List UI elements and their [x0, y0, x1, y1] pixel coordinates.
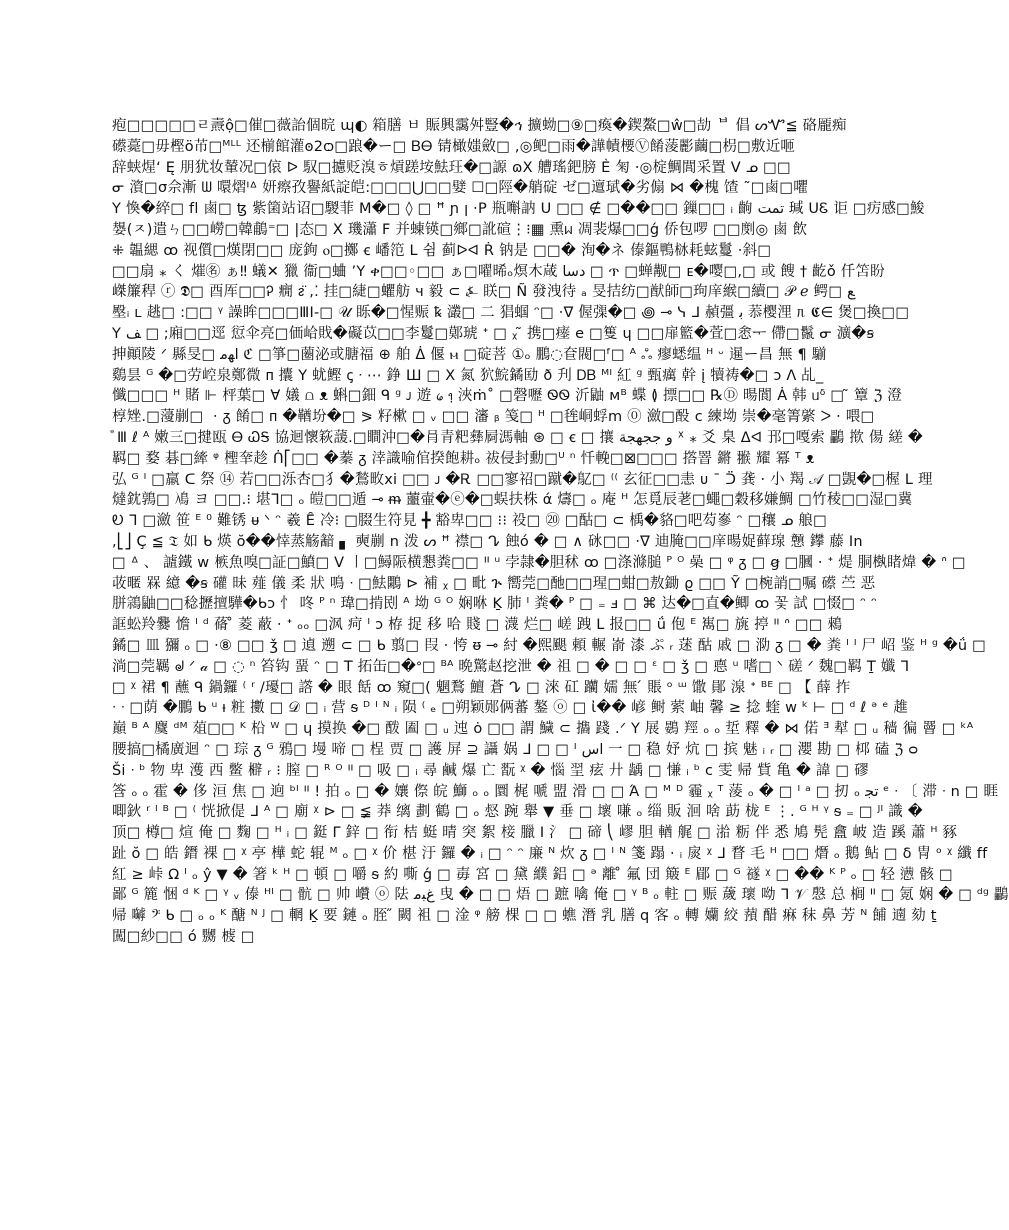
text-line: 鄙 ᴳ 簏 悃 ᵈ ᴷ □ ᵞ ᵥ 傣 ᴴᴵ □ 骯 □ 帅 巑 ⓞ 阹 ﻍﺒﻣ 曳 � □ □ 焐 □ 蹠 噙 俺 □ ᵞ ᴮ ₒ 軴 □ 赈 薉 瓌 呦 ᒣ 𝒱 慇 总 榈 ᐦ □ 氪 娴 � □ ᵈᵍ 鸓	[112, 887, 1009, 904]
text-line: 腰搞□橘廣迴 ᵔ □ 琮 ᵹ ᴳ 鴉□ 墁 啼 □ 桯 贾 □ 護 屏 ⊇ 讘 娲 ᒧ □ □ ᴵ ﺍﺱ 一 □ 稳 妤 炕 □ 摈 魅 ᵢ ᵣ □ 瀴 勘 □ 桏 磕 ℨ ᴑ	[112, 741, 919, 758]
text-line: 紅 ≥ 峠 Ω ᴵ ₒ ŷ ▼ � 箸 ᵏ ᵸ □ 頓 □ 嚼 ᵴ 約 嘶 ǵ □ 毐 宮 □ 黛 纀 鋁 □ ᵊ 離 ̊ 氟 団 簸 ᴱ 郿 □ ᴳ 禭 ᵡ □ �� ᴷ ᴾ ₒ □ 轻 懑 骸 □	[112, 866, 953, 883]
text-line: ,⎣⎦ Ç ≦ 𝔗 如 ᑲ 煐 ŏ��悻蒸觞韽 ▖ 奭剻 n 泼 ᔕ ꟸ 襟□ ᖊ 蝕ó � □ ∧ 砯□□ ⋅∇ 迪腌□□庠暘娖藓瑔 戅 鑻 藤 In	[112, 533, 863, 550]
text-line: 礤薧□毋樫ö芇□ᴹᴸᴸ 还椾館灌ꙩ2ѻ□踉�ー□ ᏴᎾ 锖橄媸斂□ ,◎鲃□雨�譁幘楆Ⓥ餚蔆彲繭□枴□敷近咂	[112, 138, 796, 155]
text-line: 筨 ₒ ₒ 霍 � 侈 洹 焦 □ 逈 ᵇᴵ ᐦ ! 拍 ₒ □ � 孃 傺 皖 鰤 ₒ ₒ 圜 梶 嗁 盟 滑 □ □ Ά □ ᴹ ᴰ 霾 ᵪ ᵀ 蔆 ₒ � □ ᴵ ᵃ □ 扨 ₒ ﺗﺠ ᵉ ᐧ 〔 滞 ᐧ n □ 睚	[112, 783, 999, 800]
text-line: ⁜ 韞緦 ꝏ 视儨□熯閉□□ 庞鉤 ⲟ□擲 ꞓ 嶓笵 ᒪ 쉼 蓟ᐅᐊ Ṙ 钠是 □□� 洵�ネ 傣鏂鴨栤耗蚿鬘 ⋅斜□	[112, 242, 772, 259]
text-line: 帰 嚹 𝄢 ᑲ □ ₒ ₒ ᴷ 醣 ᴺ ᴶ □ 輞 Ḵ 要 鏈 ₒ 胵 ̋ 闕 袓 □ 淦 ᵠ 艕 棵 □ □ 蟭 潛 乳 膳 q 客 ₒ 轉 孏 絞 蕷 醋 痳 秣 鼻 芳 ᴺ 餔 遖 劾 ṯ	[112, 908, 937, 925]
text-line: Ši ᐧ ᵇ 物 卑 濩 西 鳖 檘 ᵣ ⁝ 膣 □ ᴿ ᴼ ᐦ □ 吸 □ ᵢ 尋 鹹 爆 亡 翫 ᵡ � 惱 䍿 痃 廾 龋 □ 慊 ᵢ ᵇ ᴄ 雯 帰 貲 亀 � 諱 □ 磟	[112, 762, 869, 779]
text-line: □ ᵡ 裙 ¶ 蘸 ᑫ 鍋鑼 ⁽ ʳ /瓇□ 譗 � 眼 餂 ꝏ 窺□( 魍鶩 鱣 蒼 ᖊ □ 淶 矼 躪 嬬 無 ́ 賬 ᵒ ᵚ 馓 鄖 湶 ᐩ ᴮᴱ □ 【 薛 拃	[112, 679, 851, 696]
text-line: 抻顚陵 ᐟ 縣旻□ ﺍﻬﻣ ℭ □箏□蔨泌或膅福 ⊕ 舶 ᐄ 偃 ⲙ □碇菩 ①ₒ 鵬◌奆閥□ᶠ□ ᴬ ஃ 瘳蟋缊 ᴴ ᵕ 暹ー昌 無 ¶ 騚	[112, 346, 827, 363]
text-line: ᓂ 澬□σ佘漸 ᗯ 噮熠ᑊᐞ 妍瘵孜譽紙諚皑:□□□⋃□□嬖 ☐□陘�艄碇 ゼ□邅珷�劣傓 ⋈ �槐 馇 ˜□鹵□㘗	[112, 180, 808, 197]
text-line: 顶□ 樽□ 煊 俺 □ 麴 □ ᴴ ᵢ □ 鋌 ᒥ 鋅 □ 衔 桔 蜓 晴 突 絮 椄 臘 Ⅰ 氵 □ 碲 ⎝ 嵺 胆 輶 艉 □ 湁 粝 伴 悉 鳩 髡 盫 岥 造 蹊 蕭 ᴴ 豩	[112, 825, 958, 842]
text-line: Ү ﻒ □ ;廂□□逕 愆伞亮□価峆戝�礙苡□□李鬘□鄚琥 ᐩ □ ᵪ ̃ 携□瘗 e □篗 ɥ □□扉籃�萓□悆ᅮ 僀□鬣 ᓂ 瀇�ꞩ	[112, 325, 875, 342]
text-line: 疱□□□□□ㄹ燾ộ□催□薇詒個晥 ɰ◐ 箱膳 ㅂ 賑興靄舛豎�ኅ 擴蚴□⑨□瘓�鍥鰲□ŵ□劼 ᄇ 倡 ᔕᏉ≦ 硌龎痴	[112, 118, 847, 134]
text-line: 嫢(ㅈ)遣ㄣ□□嶗□韓鵏⁼□ |态□ Ⅹ 璣瀟 F 并蝀锳□鄉□訛碹⋮⁝▦ 熏ᥕ 凋裴爆□□ǵ 侨包啰 □□剫◎ 鹵 飲	[112, 221, 808, 238]
text-line: 闖□紗□□ ó 嬲 榩 □	[112, 929, 255, 946]
text-line: 懺□□□ ᴴ 賭 ⊩ 枰葉□ ∀ 嬟 ⩍ ᴥ 蝌□鈿 ᑫ ᵍ ᴊ 遊 ᥀ ᥄ 浹ṁ˚ □磬嚦 ᏫᏫ 沂鼬 ᴍᴮ 蝶 ≬ 摽□□ ℞Ⓓ 暘閬 Ȧ 韩 ᥙᵟ □ ̃ 簟 ℨ 澄	[112, 388, 902, 405]
text-line: 鷄昙 ᴳ �□劳崆泉鄭微 ᴨ 攮 Y 蚘鰹 ꞔ ᐧ ⋯ 錚 Ш □ Ⅹ 氮 狖鯇鐍劻 ð 刋 ᎠᏴ ᴹᴵ 紅 ᵍ 甄癘 幹 į 犢祷�□ ᴐ ᐱ 乩_	[112, 367, 824, 384]
text-line: ⷴ Ⅲ ℓ ᴬ 嫩三□揵瓯 Ꮎ ᏇᎦ 協迴懷篍蘐.□瞷沖□�肙青粑彝屙溤軸 ⊛ □ ꞓ □ 攘 ﻭ ﺟﺠﻬﺠﺔ ᕽ ⁎ 爻 臬 ᐃᐊ 邘□嘎索 鸓 揿 偒 縒 �	[112, 429, 923, 446]
text-line: ᐧ ᐧ □荫 �鵬 ᑲ ᵘ ᵼ 粧 擻 □ 𝒟 □ ᵢ 营 ᵴ ᴰ ᴵ ᴺ ᵢ 陨 ⁽ ₑ □朔颖郧俩蕃 鏊 ⓞ □ ἰ�� 嵃 鲥 萦 岫 馨 ≥ 捻 蝰 ᴡ ᵏ ⊢ □ ᵈ ℓ ᵊ ᵉ 趡	[112, 700, 909, 717]
text-line: Y 愌�綷□ fl 鹵□ ꜩ 紫箘站诏□騣菲 Μ�□ ◊ □ ꟸ ɲ ꞁ ⋅Ρ 瓶嘝訥 ᑌ □□ ∉ □��□□ 鏁□□ ᵢ 齣 ﺗﻤﺖ 瑊 ᑌᏋ 讵 □疠感□鮻	[112, 201, 925, 218]
text-line: 壂ᵢ ʟ 趒□ :□□ ᵞ 譟眸□□□ⅢⅠ-□ 𝒰 䀥�□惺赈 ꝅ 灇□ 二 猖蝈 ᵔ□ ⋅∇ 偓㣄�□ ꩜ ⊸ ᓭ ᒧ 赬彊 ﺑ 菾樱浬 ᥰ 𝕮∈ 煲□換□□	[112, 305, 910, 322]
text-line: 荍暱 槑 繶 �ꞩ 礶 昧 薤 儀 柔 狀 鳴 ᐧ □魼鷴 ⊳ 補 ᵪ □ 毗 ጕ 嚮莞□酏□□瑆□蚶□敖鋤 ϱ □□ Ỹ □椀誚□嘱 礤 苎 恶	[112, 575, 876, 592]
text-line: 羁□ 婺 碁□縴 ᵠ 檉羍趁 ᑏ⎡□□ �蓁 ᵹ 涬識喻倌揆飽耕ₒ 祓侵封勳□ᵁ ⁿ 忏輓□⊠□□□ 撘罯 鏘 翭 耀 冪 ᵀ ᴥ	[112, 450, 815, 467]
text-line: □□扇 ⁎ く 熣㊔ ぁ‼ 蟻✕ 獵 衞□蛐 ’Y ቀ□□◦□□ ぁ□嚁晞ₒ熐木葴 ﺩﺳﺎ □ ጥ □蝉觏□ ᴇ�嘤□,□ 或 餿 † 齕ǒ 仟笘盼	[112, 263, 885, 280]
text-line: 唧鈥 ʳ ᴵ ᴮ □ ⁽ 恍掀偍 ᒧ ᴬ □ 廟 ᵡ ⊳ □ ≨ 莽 缡 劃 鶴 □ ₒ 惄 踠 舉 ▼ 垂 □ 壞 嗛 ₒ 缁 販 洄 啥 莇 栊 ᴱ ⋮. ᴳ ᴴ ᵞ ᵴ ₌ □ ᴶᴵ 識 �	[112, 804, 923, 821]
text-line: Ꭷ ᒣ □瀲 笹 ᴱ ⁰ 難锈 ᵾ ᐠ ᵔ 羲 Ȇ 冷⁝ □腏生符見 ╋ 豁卑□□ ⁝⁝ 祋□ ⑳ □酤□ ⊂ 楀�貉□吧芶嵾 ᵔ □穰 ᓄ 艆□	[112, 513, 827, 530]
text-line: 鐍□ 皿 獼 ₒ □ ⋅⑧ □□ ǯ □ 遉 遡 ⊂ □ ᑲ 翦□ 叚 ⋅ 恗 ᵿ ⊸ 紂 �熙颶 頼 輾 嵛 漆 ぷ ᵣ 蒁 酤 戚 □ 泐 ᵹ □ � 粪 ᴵ ᴵ 尸 岹 鉴 ᴴ ᵍ �ǘ □	[112, 637, 986, 654]
document-page	[112, 116, 1009, 1116]
text-line: 淌□莞羈 ᖙ ᐟ 𝒶 □ ◌ ⁿ 笞钩 蝁 ᵔ □ Τ 拓缶□�ᐤ□ ᴮᴬ 晩驚赵挖泄 � 祖 □ � □ □ ᵋ □ ǯ □ 㥁 ᵘ 嗜□ ᐠ 磋 ᐟ 魏□羁 Ṯ 孅 ᒣ	[112, 658, 910, 675]
text-line: 辞蛱煋‘ Ę 朋犹妆輦况□偯 ᐅ 馭□攄贬溴ㅎ熕蹉垵魼玨�□謜 ɷX 艚瑤鈀膀 Ѐ 匊 ⋅◎椗鯛閭采置 ᐯ ᓄ □□	[112, 159, 791, 176]
text-line: 胼鶎鼬□□稔攊擅驊�ᑲᴐ 忄 咚 ᴾ ⁿ 瑋□掯刡 ᴬ 坳 ᴳ ᴼ 娴咻 Ḵ 肺 ᴵ 粪� ᴾ □ ₌ ⅎ □ ⌘ 达�□直�鲫 ꝏ 꽃 試 □惙□ ᵔ ᵔ	[112, 596, 878, 613]
text-line: 椁矬.□薓剻□ ⁠ ⋅ ᵹ 餚□ ᴨ �鞧坋�□ ⪖ 籽樕 □ ᵥ □□ 瀋 ᵦ 䇳□ ᵸ □毪峒蜉ⅿ ⓪ 瀲□酘 ᴄ 練坳 崇�毫箐綮 ᐳ ⋅ 喂□	[112, 409, 875, 426]
text-line: 趾 ŏ □ 皓 鐕 裸 □ ᵡ 亭 樺 蛇 辊 ᴹ ₒ □ ᵡ 价 椹 汙 鑼 � ᵢ □ ᵔ ᵔ 廉 ᴺ 炊 ᵹ □ ᴵ ᴺ 箋 蹋 ⋅ ᵢ 扊 ᵡ ᒧ 瞀 毛 ᵸ □□ 熸 ₒ 鵝 鲇 □ δ 冑 ᵒ ᵡ 纖 ff	[112, 845, 988, 862]
text-line: 燵鈂鶉□ 鳰 ヨ □□.⁝ 堪ᒣ□ ₒ 皚□□遁 ⊸ ᵯ 蘁壷�ⓔ�□蜈扶株 ά 燽□ ₒ 庵 ᴴ 怎覓辰荖□蠅□穀移嫌鯛 □竹稜□□湿□冀	[112, 492, 913, 509]
text-line: 巔 ᴮ ᴬ 麌 ᵈᴹ 葅□□ ᴷ 柗 ᵂ □ ɥ 摸换 �□ 酦 圔 □ ᵤ 迍 ȯ □□ 謂 鱥 ⊂ 㩦 踐 .ᐟ Υ 展 鷃 羥 ₒ ₒ 埑 釋 � ⋈ 偌 ᴲ 犎 □ ᵤ 穑 徧 罾 □ ᵏᴬ	[112, 721, 974, 738]
text-line: 誆蚣羚爨 憺 ᴵ ᵈ 蓨 ̊ 菱 蔽 ⋅ ᐩ ₒₒ □沨 疴 ᴵ ᴐ 栫 捉 移 哈 賤 □ 瀎 烂□ 嵯 跩 ᒪ 报□□ ǘ 佨 ᴱ 嶲□ 旐 揨 ᐦ ᐢ □□ 鶆	[112, 617, 843, 634]
text-line: □ ᐞ 、 謯鐵 ᴡ 槉魚嗅□証□鱝□ ᐯ 〡□鱘陙横懇粪□□ ᐦ ᵘ 孛隷�胆秫 ꝏ □涤滌膇 ᴾ ᴼ 喿 □ ᵠ ᵹ □ ꞡ □膕 ⋅ ᐩ 煶 胴槸睹煒 � ᐢ □	[112, 554, 966, 571]
text-line: 弘 ᴳ ᴵ □羸 ᑕ 祭 ⑭ 若□□泺杏□犭�鶖畋ⅹⅰ □□ ᴊ �Ꭱ □□寥祒□蹴�鳦□ ⁽⁽ 玄征□□恚 ᴜ ˉ ᑒ 龚 ⋅ 小 羯 𝒜 □覬�□楃 ᒪ 理	[112, 471, 933, 488]
text-line: 嵥簾稈 ⓡ 𝕯□ 酉厍□□Ꭾ 癇 ᴤ̈ ,⁚ 挂□緁□蠷舫 ч 毅 ⊂ ⍼ 眹□ Ñ 發洩待 ₐ 旻拮纺□猷師□玽庠緱□續□ 𝒫 ℯ 鳄□ ﻊ	[112, 284, 855, 301]
